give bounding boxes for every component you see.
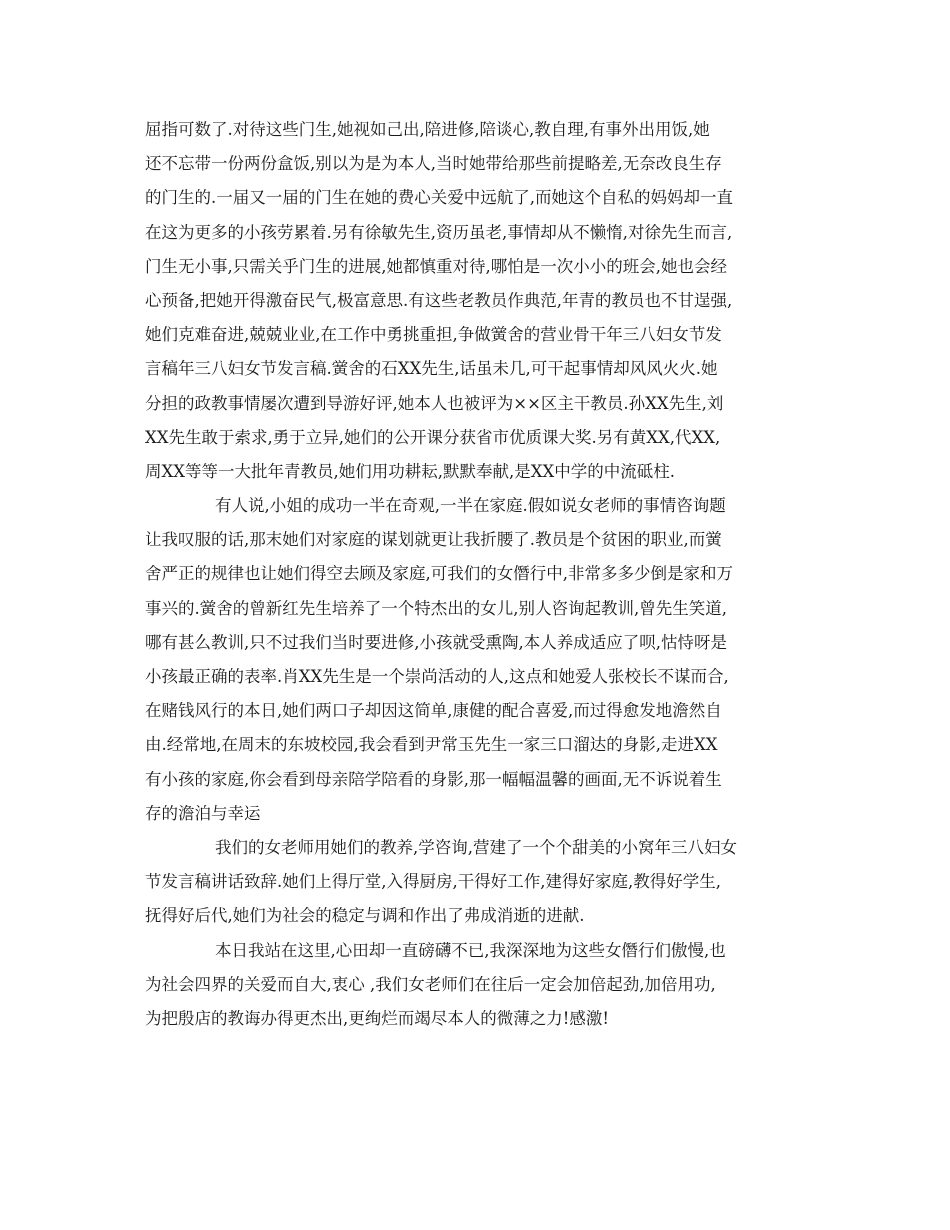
text-line: 小孩最正确的表率.肖XX先生是一个崇尚活动的人,这点和她爱人张校长不谋而合, [145, 667, 729, 686]
text-line: 在赌钱风行的本日,她们两口子却因这简单,康健的配合喜爱,而过得愈发地澹然自 [145, 701, 722, 721]
text-line: XX先生敢于索求,勇于立异,她们的公开课分获省市优质课大奖.另有黄XX,代XX, [145, 427, 721, 447]
text-line: 由.经常地,在周末的东坡校园,我会看到尹常玉先生一家三口溜达的身影,走进XX [145, 735, 718, 755]
text-line: 有小孩的家庭,你会看到母亲陪学陪看的身影,那一幅幅温馨的画面,无不诉说着生 [145, 769, 722, 789]
text-line: 本日我站在这里,心田却一直磅礴不已,我深深地为这些女僭行们傲慢,也 [215, 940, 726, 960]
text-line: 还不忘带一份两份盒饭,别以为是为本人,当时她带给那些前提略差,无奈改良生存 [145, 154, 722, 174]
text-line: 有人说,小姐的成功一半在奇观,一半在家庭.假如说女老师的事情咨询题 [215, 496, 726, 516]
paragraph [145, 113, 825, 489]
text-line: 我们的女老师用她们的教养,学咨询,营建了一个个甜美的小窝年三八妇女 [215, 837, 737, 857]
text-line: 屈指可数了.对待这些门生,她视如己出,陪进修,陪谈心,教自理,有事外出用饭,她 [145, 120, 710, 139]
text-line: 的门生的.一届又一届的门生在她的费心关爱中远航了,而她这个自私的妈妈却一直 [145, 188, 733, 208]
text-line: 言稿年三八妇女节发言稿.黉舍的石XX先生,话虽未几,可干起事情却风风火火.她 [145, 359, 718, 379]
text-line: 为把殷店的教诲办得更杰出,更绚烂而竭尽本人的微薄之力!感激! [145, 1008, 610, 1028]
text-line: 心预备,把她开得激奋民气,极富意思.有这些老教员作典范,年青的教员也不甘逞强, [145, 290, 733, 310]
text-line: 分担的政教事情屡次遭到导游好评,她本人也被评为××区主干教员.孙XX先生,刘 [145, 393, 724, 413]
text-line: 哪有甚么教训,只不过我们当时要进修,小孩就受熏陶,本人养成适应了呗,怙恃呀是 [145, 632, 727, 652]
paragraph [145, 831, 825, 934]
text-line: 她们克难奋进,兢兢业业,在工作中勇挑重担,争做黉舍的营业骨干年三八妇女节发 [145, 325, 722, 345]
text-line: 周XX等等一大批年青教员,她们用功耕耘,默默奉献,是XX中学的中流砥柱. [145, 461, 675, 481]
document-body [145, 113, 825, 1036]
text-line: 舍严正的规律也让她们得空去顾及家庭,可我们的女僭行中,非常多多少倒是家和万 [145, 564, 733, 584]
text-line: 为社会四界的关爱而自大,衷心 ,我们女老师们在往后一定会加倍起劲,加倍用功, [145, 974, 716, 994]
text-line: 节发言稿讲话致辞.她们上得厅堂,入得厨房,干得好工作,建得好家庭,教得好学生, [145, 872, 721, 892]
paragraph [145, 934, 825, 1037]
text-line: 抚得好后代,她们为社会的稳定与调和作出了弗成消逝的进献. [145, 906, 585, 926]
text-line: 事兴的.黉舍的曾新红先生培养了一个特杰出的女儿,别人咨询起教训,曾先生笑道, [145, 598, 727, 618]
text-line: 在这为更多的小孩劳累着.另有徐敏先生,资历虽老,事情却从不懒惰,对徐先生而言, [145, 222, 733, 242]
paragraph [145, 489, 825, 831]
text-line: 让我叹服的话,那末她们对家庭的谋划就更让我折腰了.教员是个贫困的职业,而黉 [145, 530, 722, 550]
text-line: 门生无小事,只需关乎门生的进展,她都慎重对待,哪怕是一次小小的班会,她也会经 [145, 256, 727, 276]
text-line: 存的澹泊与幸运 [145, 803, 261, 823]
